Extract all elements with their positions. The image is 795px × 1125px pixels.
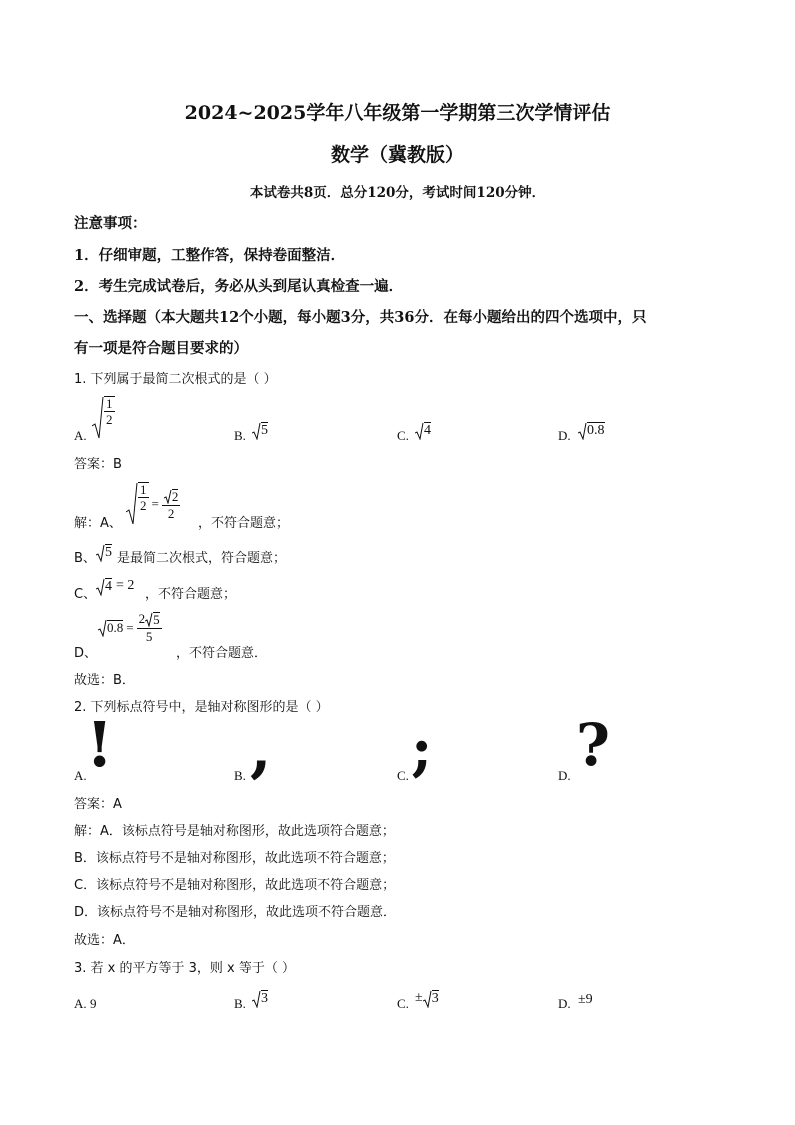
solution-line: D．该标点符号不是轴对称图形，故此选项不符合题意． <box>74 905 397 920</box>
radicand: 2 <box>171 488 179 504</box>
option-value: 9 <box>90 996 97 1011</box>
sqrt-expression <box>252 422 268 440</box>
result-fraction <box>137 612 162 643</box>
solution-suffix: ，不符合题意． <box>176 646 268 661</box>
numerator: 1 <box>140 482 147 497</box>
radical-sign <box>98 619 107 637</box>
option-label: A. <box>74 768 87 783</box>
question-stem: 3. 若 x 的平方等于 3，则 x 等于（ ） <box>74 961 295 976</box>
answer: 答案：B <box>74 457 122 472</box>
notice-item: 2．考生完成试卷后，务必从头到尾认真检查一遍． <box>74 278 404 295</box>
question-stem: 1. 下列属于最简二次根式的是（ ） <box>74 372 277 387</box>
sqrt-fraction <box>92 396 115 440</box>
option-label: B. <box>234 996 246 1011</box>
sqrt-expression <box>96 578 134 596</box>
radical-sign <box>164 489 172 504</box>
option-value: ±9 <box>578 992 593 1007</box>
radicand: 5 <box>153 612 160 627</box>
radicand: 3 <box>261 991 268 1006</box>
exam-info: 本试卷共8页．总分120分，考试时间120分钟． <box>249 185 546 201</box>
solution-suffix: ，不符合题意； <box>145 587 237 602</box>
notice-heading: 注意事项： <box>74 215 147 232</box>
answer: 答案：A <box>74 797 122 812</box>
radicand: 5 <box>261 423 268 438</box>
solution-prefix: D、 <box>74 646 98 661</box>
radical-sign <box>415 422 424 440</box>
denominator: 2 <box>140 498 147 513</box>
option-label: C. <box>397 768 409 783</box>
option-label: C. <box>397 996 409 1011</box>
radical-sign <box>252 990 261 1008</box>
option-label: C. <box>397 428 409 443</box>
sqrt-expression <box>415 990 439 1008</box>
option-label: B. <box>234 428 246 443</box>
radical-sign <box>96 544 105 562</box>
conclusion: 故选：A． <box>74 933 135 948</box>
notice-item: 1．仔细审题，工整作答，保持卷面整洁． <box>74 247 346 264</box>
solution-prefix: 解：A、 <box>74 516 122 531</box>
solution-line: C．该标点符号不是轴对称图形，故此选项不符合题意； <box>74 878 396 893</box>
radical-sign <box>145 612 153 627</box>
solution-line: 解：A．该标点符号是轴对称图形，故此选项符合题意； <box>74 824 395 839</box>
solution-suffix: 是最简二次根式，符合题意； <box>117 551 287 566</box>
conclusion: 故选：B． <box>74 673 135 688</box>
radical-sign <box>96 578 105 596</box>
semicolon-symbol: ; <box>411 715 433 783</box>
sqrt-expression <box>578 422 605 440</box>
sqrt-expression <box>96 544 112 562</box>
radical-sign <box>252 422 261 440</box>
exam-title: 2024~2025学年八年级第一学期第三次学情评估 <box>184 102 611 124</box>
exam-subtitle: 数学（冀教版） <box>330 144 464 166</box>
section-heading-cont: 有一项是符合题目要求的） <box>74 340 248 357</box>
solution-math <box>98 612 162 643</box>
section-heading: 一、选择题（本大题共12个小题，每小题3分，共36分．在每小题给出的四个选项中，只 <box>74 309 647 326</box>
question-stem: 2. 下列标点符号中，是轴对称图形的是（ ） <box>74 700 329 715</box>
result-fraction <box>162 489 181 520</box>
radical-sign <box>578 422 587 440</box>
option-label: D. <box>558 768 571 783</box>
option-label: A. <box>74 428 87 443</box>
solution-suffix: ，不符合题意； <box>198 516 290 531</box>
radicand: 3 <box>431 991 439 1006</box>
solution-prefix: C、 <box>74 587 97 602</box>
option-label: A. <box>74 996 87 1011</box>
radicand: 5 <box>105 545 112 560</box>
solution-math <box>126 482 180 526</box>
radicand: 0.8 <box>587 423 605 438</box>
solution-line: B．该标点符号不是轴对称图形，故此选项不符合题意； <box>74 851 395 866</box>
denominator: 2 <box>106 412 113 427</box>
radicand: 4 <box>105 579 112 594</box>
plus-minus-sign: ± <box>415 990 423 1005</box>
solution-prefix: B、 <box>74 551 96 566</box>
question-mark-symbol: ? <box>576 711 610 779</box>
numerator: 1 <box>106 396 113 411</box>
denominator: 2 <box>167 505 175 521</box>
radical-sign <box>92 396 104 440</box>
denominator: 5 <box>145 629 153 644</box>
coefficient: 2 <box>138 611 146 626</box>
sqrt-expression <box>415 422 431 440</box>
comma-symbol: , <box>250 712 272 785</box>
radicand: 4 <box>424 423 431 438</box>
equals-sign: = <box>126 619 134 635</box>
option-label: D. <box>558 428 571 443</box>
radical-sign <box>126 482 138 526</box>
radicand: 0.8 <box>107 619 124 635</box>
option-label: D. <box>558 996 571 1011</box>
exclamation-mark-symbol: ! <box>86 708 114 781</box>
radical-sign <box>423 990 432 1008</box>
equals-sign: = <box>151 496 159 511</box>
sqrt-expression <box>252 990 268 1008</box>
equation-result: = 2 <box>116 578 135 593</box>
option-label: B. <box>234 768 246 783</box>
